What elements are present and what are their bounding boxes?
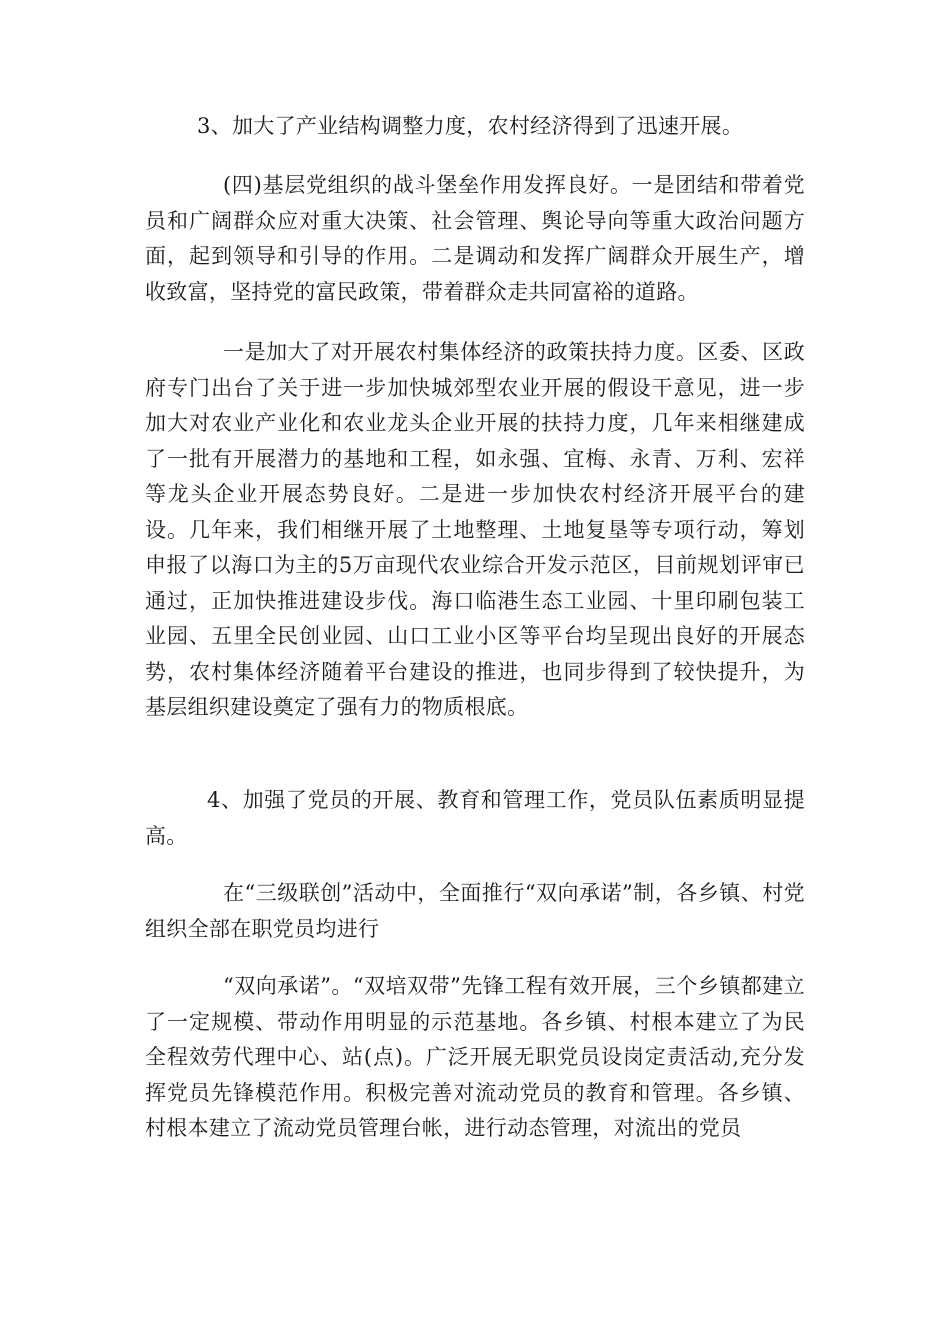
paragraph-party-organization-role: (四)基层党组织的战斗堡垒作用发挥良好。一是团结和带着党员和广阔群众应对重大决策、社会管理、舆论导向等重大政治问题方面，起到领导和引导的作用。二是调动和发挥广阔群众开展生产，增收致富，坚持党的富民政策，带着群众走共同富裕的道路。 — [145, 173, 805, 304]
paragraph-industry-structure: 3、加大了产业结构调整力度，农村经济得到了迅速开展。 — [197, 114, 744, 138]
paragraph-collective-economy: 一是加大了对开展农村集体经济的政策扶持力度。区委、区政府专门出台了关于进一步加快城郊型农业开展的假设干意见，进一步加大对农业产业化和农业龙头企业开展的扶持力度，几年来相继建成了一批有开展潜力的基地和工程，如永强、宜梅、永青、万利、宏祥等龙头企业开展态势良好。二是进一步加快农村经济开展平台的建设。几年来，我们相继开展了土地整理、土地复垦等专项行动，筹划申报了以海口为主的5万亩现代农业综合开发示范区，目前规划评审已通过，正加快推进建设步伐。海口临港生态工业园、十里印刷包装工业园、五里全民创业园、山口工业小区等平台均呈现出良好的开展态势，农村集体经济随着平台建设的推进，也同步得到了较快提升，为基层组织建设奠定了强有力的物质根底。 — [145, 340, 805, 719]
paragraph-three-level-campaign: 在“三级联创”活动中，全面推行“双向承诺”制，各乡镇、村党组织全部在职党员均进行 — [145, 881, 805, 941]
paragraph-dual-commitment: “双向承诺”。“双培双带”先锋工程有效开展，三个乡镇都建立了一定规模、带动作用明显的示范基地。各乡镇、村根本建立了为民全程效劳代理中心、站(点)。广泛开展无职党员设岗定责活动,充分发挥党员先锋模范作用。积极完善对流动党员的教育和管理。各乡镇、村根本建立了流动党员管理台帐，进行动态管理，对流出的党员 — [145, 974, 805, 1140]
paragraph-member-management: 4、加强了党员的开展、教育和管理工作，党员队伍素质明显提高。 — [145, 788, 805, 848]
